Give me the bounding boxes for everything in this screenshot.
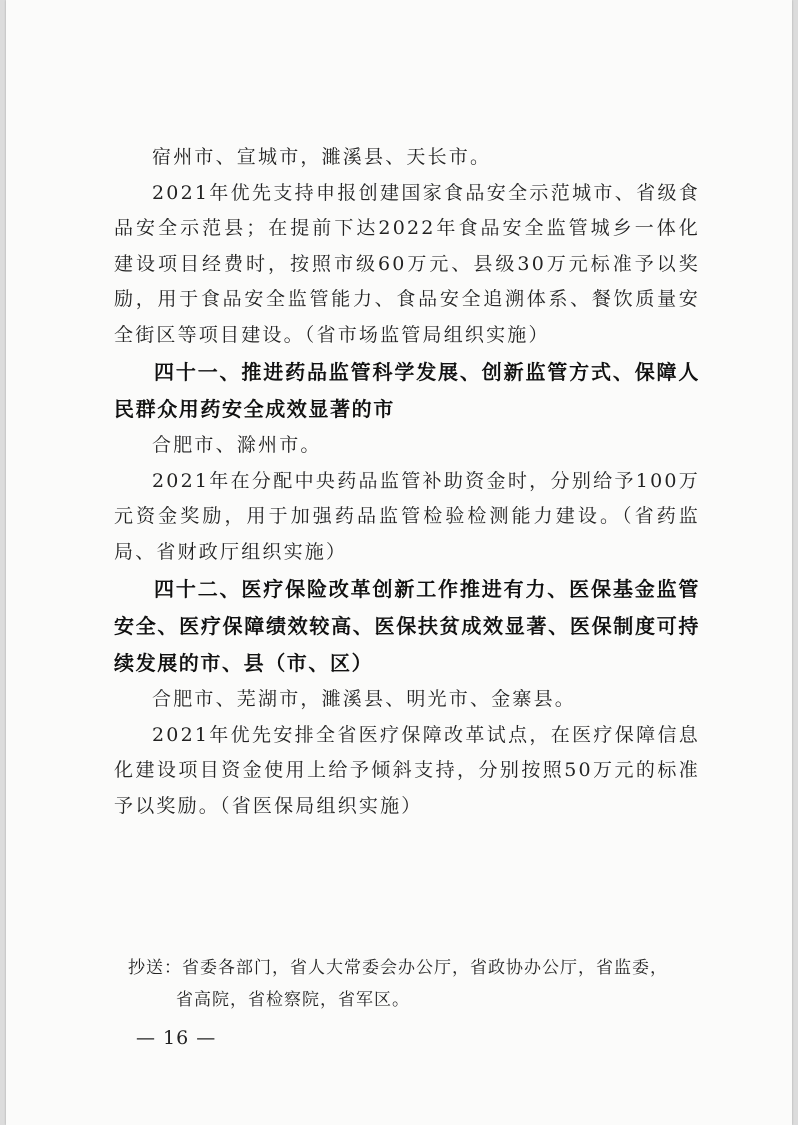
- document-page: [6, 0, 792, 1125]
- cc-divider: [114, 943, 700, 944]
- paragraph-food-safety-reward: 2021年优先支持申报创建国家食品安全示范城市、省级食品安全示范县；在提前下达2022年食品安全监管城乡一体化建设项目经费时，按照市级60万元、县级30万元标准予以奖励，用于食品安全监管能力、食品安全追溯体系、餐饮质量安全街区等项目建设。（省市场监管局组织实施）: [114, 181, 700, 346]
- paragraph-medical-insurance-reward: 2021年优先安排全省医疗保障改革试点，在医疗保障信息化建设项目资金使用上给予倾斜支持，分别按照50万元的标准予以奖励。（省医保局组织实施）: [114, 723, 700, 817]
- cc-distribution-block: [114, 952, 714, 1016]
- page-number: — 16 —: [136, 1027, 217, 1049]
- document-body: [114, 140, 700, 824]
- cc-line-2: 省高院，省检察院，省军区。: [176, 990, 410, 1010]
- paragraph-cities-list-3: 合肥市、芜湖市，濉溪县、明光市、金寨县。: [152, 688, 577, 710]
- cc-line-1: 抄送：省委各部门，省人大常委会办公厅，省政协办公厅，省监委，: [128, 958, 668, 978]
- paragraph-cities-list-2: 合肥市、滁州市。: [152, 434, 322, 456]
- paragraph-cities-list-1: 宿州市、宣城市，濉溪县、天长市。: [152, 146, 492, 168]
- paragraph-drug-regulation-reward: 2021年在分配中央药品监管补助资金时，分别给予100万元资金奖励，用于加强药品监管检验检测能力建设。（省药监局、省财政厅组织实施）: [114, 469, 700, 563]
- section-heading-41: 四十一、推进药品监管科学发展、创新监管方式、保障人民群众用药安全成效显著的市: [114, 360, 700, 421]
- section-heading-42: 四十二、医疗保险改革创新工作推进有力、医保基金监管安全、医疗保障绩效较高、医保扶贫成效显著、医保制度可持续发展的市、县（市、区）: [114, 577, 700, 675]
